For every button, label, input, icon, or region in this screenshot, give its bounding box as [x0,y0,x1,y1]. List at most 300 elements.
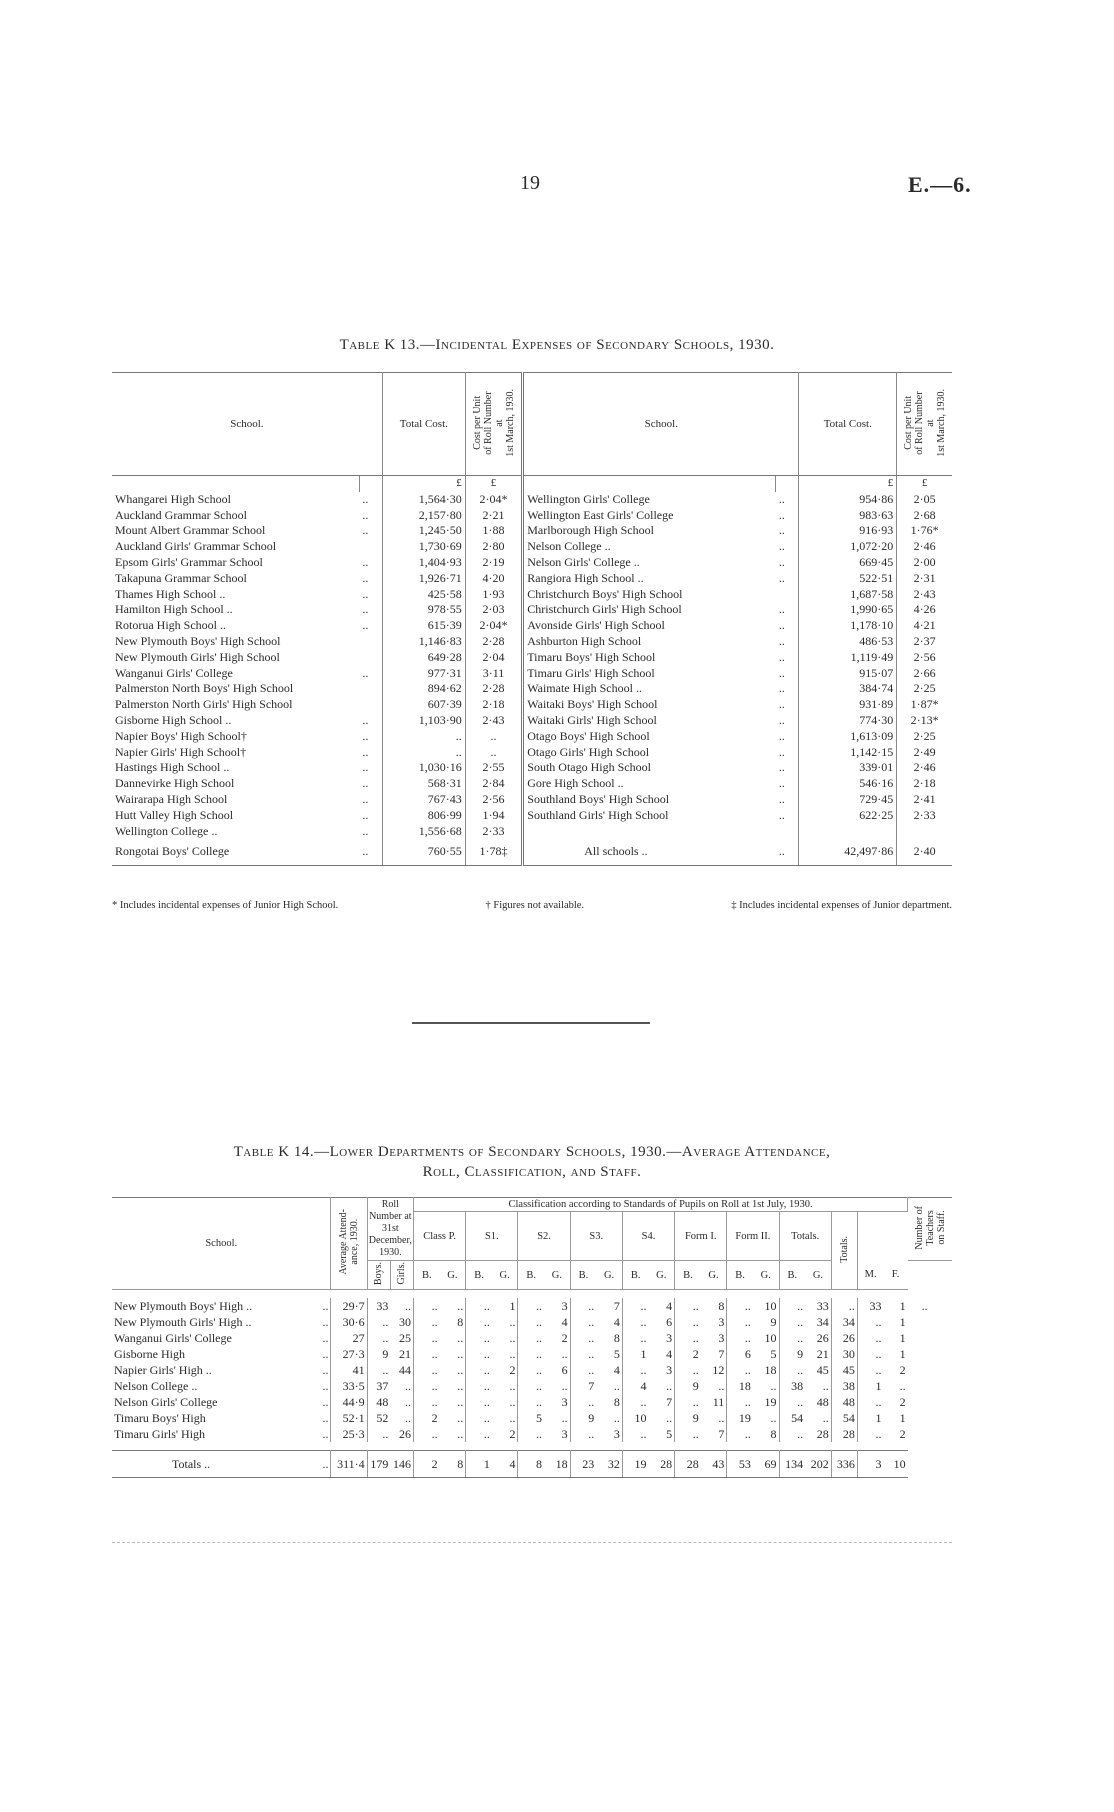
cell-value: 7 [648,1394,674,1410]
leader-dots: .. [776,697,799,713]
t14-header-g: G. [492,1261,518,1290]
leader-dots: .. [359,729,382,745]
cell-value: .. [875,1331,882,1346]
cell-value: 33 [805,1298,831,1314]
school-name: Waitaki Boys' High School [527,697,658,712]
total-cost: 1,072·20 [799,539,897,555]
cell-value: 44·9 [331,1394,367,1410]
cell-value: 19 [622,1451,648,1478]
leader-dots: .. [311,1410,331,1426]
cell-value: 34 [805,1314,831,1330]
leader-dots: .. [776,713,799,729]
total-cost: 1,146·83 [382,634,465,650]
table-13-title: Table K 13.—Incidental Expenses of Secondary Schools, 1930. [339,337,775,353]
cell-value: .. [640,1395,647,1410]
leader-dots: .. [359,492,382,508]
cell-value: .. [701,1410,727,1426]
table-row [112,1346,952,1362]
cell-value: .. [382,1315,389,1330]
cell-value: 2 [544,1330,570,1346]
cost-per-unit: 4·26 [913,602,936,617]
table-row [112,492,952,508]
cell-value: .. [440,1378,466,1394]
t14-header-b: B. [414,1261,440,1290]
currency-symbol: £ [799,476,897,492]
t14-header-classification: Classification according to Standards of Pupils on Roll at 1st July, 1930. [414,1198,908,1212]
cell-value: 4 [648,1298,674,1314]
leader-dots: .. [776,760,799,776]
cell-value: 45 [805,1362,831,1378]
school-name: Napier Girls' High .. [114,1363,212,1378]
cell-value: 27·3 [331,1346,367,1362]
cell-value: .. [483,1331,490,1346]
t14-group-header: S4. [622,1212,674,1261]
total-cost: 1,030·16 [382,760,465,776]
cell-value: .. [440,1394,466,1410]
cell-value: .. [440,1362,466,1378]
school-name: Ashburton High School [527,633,642,648]
cell-value: 18 [753,1362,779,1378]
cell-value: .. [797,1299,804,1314]
cell-value: 1 [466,1451,492,1478]
t14-header-g: G. [753,1261,779,1290]
leader-dots: .. [311,1298,331,1314]
cell-value: 45 [831,1362,857,1378]
t14-header-b: B. [779,1261,805,1290]
cost-per-unit: 2·13* [910,712,939,727]
cell-value: 6 [648,1314,674,1330]
leader-dots: .. [359,618,382,634]
total-cost: 649·28 [382,650,465,666]
cell-value: .. [899,1379,906,1394]
cell-value: 3 [648,1362,674,1378]
cell-value: 23 [570,1451,596,1478]
cell-value: 28 [831,1426,857,1442]
cell-value: 1 [899,1347,906,1362]
cell-value: .. [744,1331,751,1346]
cell-value: .. [588,1427,595,1442]
cell-value: 336 [831,1451,857,1478]
total-cost: 916·93 [799,523,897,539]
cell-value: 53 [727,1451,753,1478]
cell-value: .. [536,1331,543,1346]
leader-dots: .. [776,650,799,666]
cell-value: 5 [596,1346,622,1362]
cell-value: 2 [899,1363,906,1378]
cost-per-unit: 2·18 [913,776,936,791]
cost-per-unit: 2·55 [465,760,523,776]
leader-dots: .. [776,776,799,792]
cell-value: .. [431,1379,438,1394]
cell-value: .. [536,1315,543,1330]
table-row [112,523,952,539]
table-row [112,776,952,792]
cell-value: .. [536,1299,543,1314]
cell-value: 30 [831,1346,857,1362]
cell-value: .. [440,1298,466,1314]
cell-value: .. [875,1395,882,1410]
table-14-title: Table K 14.—Lower Departments of Secondary Schools, 1930.—Average Attendance, Roll, Classification, and Staff. [233,1144,831,1180]
t14-header-b: B. [570,1261,596,1290]
total-cost: 1,119·49 [799,650,897,666]
t14-group-header: Form II. [727,1212,779,1261]
total-cost: 978·55 [382,602,465,618]
leader-dots: .. [359,745,382,761]
school-name: Timaru Girls' High [114,1427,206,1442]
cell-value: .. [596,1378,622,1394]
school-name: Nelson Girls' College [114,1395,218,1410]
school-name: Nelson College .. [527,539,611,554]
cell-value: .. [692,1315,699,1330]
cell-value: 10 [753,1330,779,1346]
cell-value: .. [431,1395,438,1410]
total-cost: 2,157·80 [382,508,465,524]
cell-value: .. [492,1330,518,1346]
total-cost: 669·45 [799,555,897,571]
t14-header-g: G. [701,1261,727,1290]
school-name: Napier Boys' High School† [115,728,247,743]
school-name: Nelson College .. [114,1379,198,1394]
total-cost: 1,142·15 [799,745,897,761]
total-cost: 1,687·58 [799,587,897,603]
currency-row [112,476,952,492]
cell-value: 12 [701,1362,727,1378]
cost-per-unit [897,824,952,840]
cell-value: .. [536,1363,543,1378]
table-13 [112,372,952,866]
t14-header-roll: Roll Number at 31st December, 1930. [367,1198,413,1261]
cell-value: 2 [414,1451,440,1478]
leader-dots: .. [359,824,382,840]
school-name: Wairarapa High School [115,791,228,806]
table-row [112,539,952,555]
cell-value: .. [805,1410,831,1426]
total-cost: 615·39 [382,618,465,634]
cell-value: 19 [753,1394,779,1410]
total-cost: 983·63 [799,508,897,524]
t14-header-b: B. [622,1261,648,1290]
leader-dots: .. [776,634,799,650]
cell-value: .. [692,1395,699,1410]
cell-value: 5 [648,1426,674,1442]
cell-value: .. [544,1346,570,1362]
school-name: Thames High School .. [115,586,226,601]
leader-dots [359,634,382,650]
total-cost: 384·74 [799,681,897,697]
cell-value: 33 [869,1299,882,1314]
cost-per-unit: 2·33 [913,807,936,822]
cell-value: 44 [390,1362,413,1378]
leader-dots: .. [359,523,382,539]
cell-value: .. [588,1363,595,1378]
school-name: Waimate High School .. [527,681,642,696]
table-14 [112,1197,952,1478]
cell-value: .. [588,1315,595,1330]
cell-value: 19 [738,1411,751,1426]
total-cost: 977·31 [382,666,465,682]
cost-per-unit: 2·31 [913,570,936,585]
cell-value: 3 [648,1330,674,1346]
footnote-double-dagger: ‡ Includes incidental expenses of Junior department. [731,900,952,911]
cost-per-unit: 2·33 [465,824,523,840]
leader-dots: .. [359,760,382,776]
cell-value: .. [536,1427,543,1442]
cell-value: 2 [492,1362,518,1378]
cost-per-unit: 2·43 [913,586,936,601]
cell-value: 1 [899,1331,906,1346]
leader-dots: .. [776,745,799,761]
cell-value: 11 [701,1394,727,1410]
cell-value: .. [431,1315,438,1330]
t14-group-header: S1. [466,1212,518,1261]
total-cost: 1,178·10 [799,618,897,634]
table-row [112,1362,952,1378]
cell-value: .. [544,1410,570,1426]
t14-group-header: S2. [518,1212,570,1261]
school-name: Napier Girls' High School† [115,744,247,759]
leader-dots: .. [359,602,382,618]
leader-dots: .. [359,776,382,792]
cell-value: .. [390,1394,413,1410]
leader-dots [359,697,382,713]
cost-per-unit: 2·04* [465,492,523,508]
total-cost [799,824,897,840]
cell-value: .. [640,1299,647,1314]
cost-per-unit: 2·84 [465,776,523,792]
leader-dots: .. [359,666,382,682]
cell-value: 54 [791,1411,804,1426]
leader-dots: .. [359,839,382,866]
leader-dots: .. [311,1314,331,1330]
leader-dots: .. [311,1426,331,1442]
cost-per-unit: 2·28 [465,681,523,697]
school-name: New Plymouth Girls' High School [115,649,280,664]
cell-value: .. [744,1299,751,1314]
t14-header-g: G. [544,1261,570,1290]
cell-value: 4 [596,1362,622,1378]
cell-value: 2 [899,1395,906,1410]
school-name: Mount Albert Grammar School [115,523,266,538]
cell-value: .. [382,1331,389,1346]
header-school-left: School. [112,373,382,476]
leader-dots [776,824,799,840]
cell-value: .. [797,1395,804,1410]
cell-value: 26 [390,1426,413,1442]
cell-value: .. [536,1347,543,1362]
cell-value: 134 [779,1451,805,1478]
school-name: Avonside Girls' High School [527,618,665,633]
leader-dots: .. [776,681,799,697]
cell-value: 1 [875,1411,882,1426]
cell-value: 48 [805,1394,831,1410]
cost-per-unit: 2·18 [465,697,523,713]
leader-dots: .. [776,523,799,539]
cell-value: 52 [376,1411,389,1426]
cell-value: .. [440,1426,466,1442]
cell-value: 8 [753,1426,779,1442]
cell-value: 179 [367,1451,390,1478]
school-name: Gore High School .. [527,776,624,791]
footnote-asterisk: * Includes incidental expenses of Junior High School. [112,900,339,911]
total-cost: 1,556·68 [382,824,465,840]
total-cost: 1,404·93 [382,555,465,571]
t14-header-f: F. [883,1261,907,1290]
cell-value: .. [797,1363,804,1378]
currency-symbol: £ [921,477,928,489]
leader-dots: .. [359,792,382,808]
cell-value: 33 [376,1299,389,1314]
total-cost: 931·89 [799,697,897,713]
header-cost-per-unit-right: Cost per Unit of Roll Number at 1st March, 1930. [902,388,947,457]
cell-value: .. [483,1395,490,1410]
page-number: 19 [520,172,540,194]
school-name [523,824,776,840]
header-total-cost-right: Total Cost. [799,373,897,476]
cell-value: 25·3 [331,1426,367,1442]
cell-value: 9 [588,1411,595,1426]
cell-value: .. [492,1314,518,1330]
footer-rule [112,1542,952,1543]
cell-value: 3 [544,1298,570,1314]
table-row [112,681,952,697]
cell-value: .. [797,1315,804,1330]
total-cost: 486·53 [799,634,897,650]
school-name: Palmerston North Girls' High School [115,697,293,712]
cell-value: 54 [831,1410,857,1426]
cell-value: 7 [588,1379,595,1394]
cost-per-unit: 2·56 [465,792,523,808]
cell-value: 7 [596,1298,622,1314]
school-name: Whangarei High School [115,491,231,506]
t14-header-g: G. [805,1261,831,1290]
total-cost: .. [382,745,465,761]
leader-dots: .. [776,555,799,571]
cell-value: .. [440,1346,466,1362]
school-name: Auckland Grammar School [115,507,247,522]
cell-value: .. [536,1395,543,1410]
cost-per-unit: 4·21 [913,618,936,633]
cell-value: 28 [675,1451,701,1478]
document-reference: E.—6. [908,172,972,197]
table-row [112,1378,952,1394]
school-name: Hutt Valley High School [115,807,234,822]
school-name: Gisborne High School .. [115,712,232,727]
cell-value: .. [382,1363,389,1378]
table-row [112,650,952,666]
cell-value: 7 [701,1346,727,1362]
table-row [112,508,952,524]
cost-per-unit: 1·78‡ [465,839,523,866]
cell-value: 30 [390,1314,413,1330]
cell-value: 41 [331,1362,367,1378]
cost-per-unit: 3·11 [465,666,523,682]
school-name: Totals .. [112,1451,311,1478]
table-row [112,571,952,587]
school-name: Wellington College .. [115,823,218,838]
cost-per-unit: 1·87* [910,697,939,712]
cost-per-unit: 2·04* [465,618,523,634]
cell-value: 8 [518,1451,544,1478]
school-name: Auckland Girls' Grammar School [115,539,277,554]
cell-value: 1 [640,1347,647,1362]
cell-value: 10 [634,1411,647,1426]
table-row [112,1410,952,1426]
cell-value: 3 [857,1451,883,1478]
table-row [112,808,952,824]
cost-per-unit: 2·21 [465,508,523,524]
school-name: Waitaki Girls' High School [527,712,657,727]
cell-value: .. [648,1378,674,1394]
table-row [112,1298,952,1314]
t14-header-totals: Totals. [838,1235,850,1263]
cell-value: 21 [390,1346,413,1362]
cell-value: .. [797,1427,804,1442]
cell-value: .. [483,1411,490,1426]
cell-value: 3 [701,1314,727,1330]
cell-value: 2 [492,1426,518,1442]
cell-value: 3 [596,1426,622,1442]
cost-per-unit: 2·68 [913,507,936,522]
leader-dots: .. [311,1330,331,1346]
cell-value: .. [744,1315,751,1330]
t14-header-boys: Boys. [373,1262,385,1286]
cell-value: 28 [805,1426,831,1442]
total-cost: 729·45 [799,792,897,808]
total-cost: .. [382,729,465,745]
cell-value: 1 [899,1411,906,1426]
school-name: Rangiora High School .. [527,570,644,585]
cell-value: .. [492,1378,518,1394]
total-cost: 760·55 [382,839,465,866]
leader-dots [359,539,382,555]
cell-value: .. [483,1299,490,1314]
cell-value: 37 [376,1379,389,1394]
cell-value: .. [588,1347,595,1362]
cell-value: 38 [791,1379,804,1394]
school-name: Wanganui Girls' College [114,1331,232,1346]
t14-header-g: G. [648,1261,674,1290]
school-name: Christchurch Boys' High School [527,586,683,601]
cell-value: .. [701,1378,727,1394]
cell-value: 4 [640,1379,647,1394]
total-cost: 1,730·69 [382,539,465,555]
total-cost: 774·30 [799,713,897,729]
cell-value: 28 [648,1451,674,1478]
cell-value: 4 [492,1451,518,1478]
cost-per-unit: 2·37 [913,633,936,648]
cell-value: .. [875,1315,882,1330]
cost-per-unit: 1·76* [910,523,939,538]
leader-dots: .. [359,555,382,571]
cell-value: .. [692,1331,699,1346]
cell-value: 69 [753,1451,779,1478]
table-row [112,729,952,745]
t14-header-b: B. [466,1261,492,1290]
cell-value: .. [440,1410,466,1426]
cell-value: 30·6 [331,1314,367,1330]
cell-value: .. [797,1331,804,1346]
total-cost: 607·39 [382,697,465,713]
table-row [112,587,952,603]
cell-value: 202 [805,1451,831,1478]
cell-value: .. [744,1363,751,1378]
cell-value: 5 [753,1346,779,1362]
cell-value: 9 [692,1379,699,1394]
cost-per-unit: 2·46 [913,539,936,554]
table-row [112,713,952,729]
total-cost: 1,613·09 [799,729,897,745]
currency-symbol: £ [465,476,523,492]
